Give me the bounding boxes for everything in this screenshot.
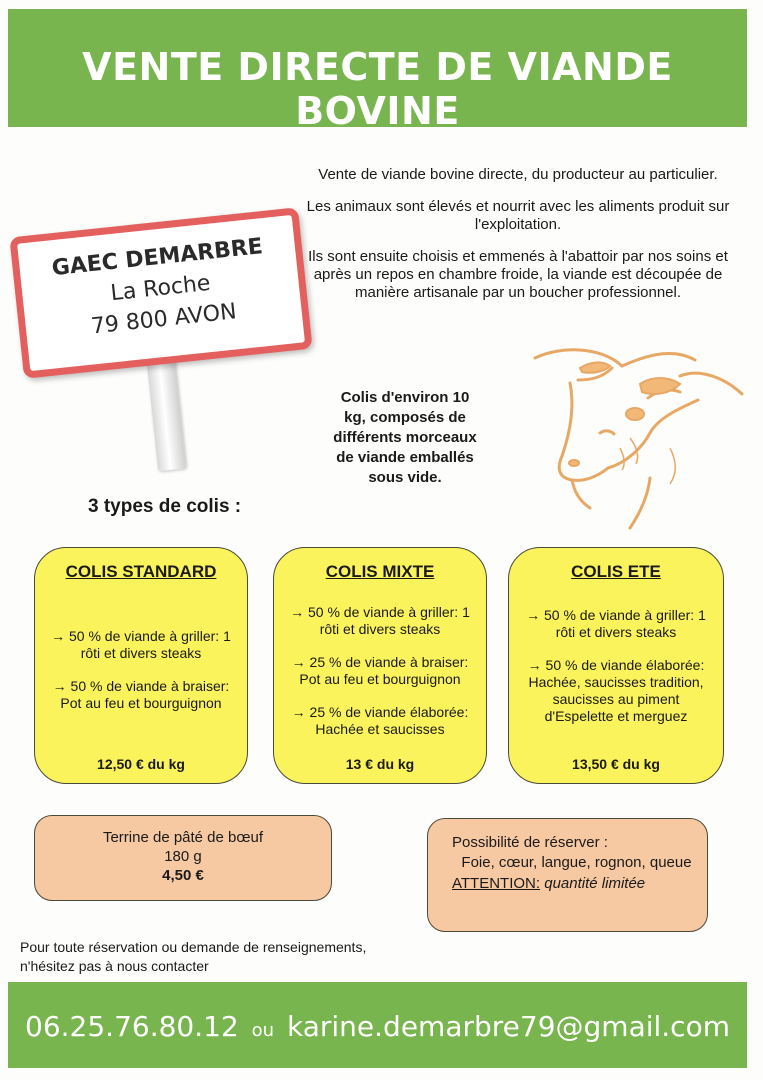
terrine-weight: 180 g <box>164 848 202 865</box>
colis-mixte-card <box>273 547 487 784</box>
attention-label: ATTENTION: <box>452 875 541 892</box>
reservation-card <box>427 818 708 932</box>
card-item: → 25 % de viande élaborée: Hachée et saucisses <box>291 704 469 737</box>
card-item: → 50 % de viande à griller: 1 rôti et divers steaks <box>51 628 231 661</box>
types-heading: 3 types de colis : <box>88 496 242 517</box>
card-title: COLIS ETE <box>571 562 661 581</box>
colis-description: Colis d'environ 10 kg, composés de différents morceaux de viande emballés sous vide. <box>333 389 477 486</box>
page-title: VENTE DIRECTE DE VIANDE BOVINE <box>82 45 673 133</box>
card-item: → 50 % de viande élaborée: Hachée, saucisses tradition, saucisses au piment d'Espelette et merguez <box>527 657 705 724</box>
footer-banner <box>8 982 747 1068</box>
card-price: 13 € du kg <box>345 756 415 772</box>
colis-ete-card <box>508 547 724 784</box>
card-title: COLIS STANDARD <box>65 562 217 581</box>
colis-standard-card <box>34 547 248 784</box>
email-address[interactable]: karine.demarbre79@gmail.com <box>287 1010 730 1043</box>
cow-head-icon <box>530 338 745 538</box>
reserve-warning <box>452 874 707 893</box>
intro-text <box>292 166 744 316</box>
sign-farm-name: GAEC DEMARBRE <box>50 234 264 282</box>
card-price: 13,50 € du kg <box>572 756 660 772</box>
reserve-heading: Possibilité de réserver : <box>452 834 608 851</box>
contact-line <box>8 1010 747 1043</box>
limited-label: quantité limitée <box>544 875 646 892</box>
terrine-price: 4,50 € <box>162 867 204 884</box>
card-price: 12,50 € du kg <box>97 756 185 772</box>
card-item: → 25 % de viande à braiser: Pot au feu et bourguignon <box>291 654 469 687</box>
sign-postcode: 79 800 AVON <box>89 299 238 340</box>
card-item: → 50 % de viande à griller: 1 rôti et divers steaks <box>290 604 470 637</box>
intro-paragraph-2: Les animaux sont élevés et nourrit avec les aliments produit sur l'exploitation. <box>306 198 730 233</box>
sign-post <box>146 351 186 471</box>
card-item: → 50 % de viande à braiser: Pot au feu et bourguignon <box>52 678 230 711</box>
intro-paragraph-3: Ils sont ensuite choisis et emmenés à l'abattoir par nos soins et après un repos en chambre froide, la viande est découpée de manière artisanale par un boucher professionnel. <box>308 248 728 301</box>
terrine-name: Terrine de pâté de bœuf <box>102 829 264 846</box>
or-text: ou <box>251 1020 275 1041</box>
sign-place: La Roche <box>109 270 212 307</box>
header-banner <box>8 9 747 133</box>
phone-number[interactable]: 06.25.76.80.12 <box>25 1010 239 1043</box>
town-sign <box>9 207 312 379</box>
card-title: COLIS MIXTE <box>325 562 435 581</box>
intro-paragraph-1: Vente de viande bovine directe, du producteur au particulier. <box>318 166 718 183</box>
reserve-items: Foie, cœur, langue, rognon, queue <box>461 854 692 871</box>
terrine-card <box>34 815 332 901</box>
card-item: → 50 % de viande à griller: 1 rôti et divers steaks <box>526 607 706 640</box>
contact-text: Pour toute réservation ou demande de renseignements, n'hésitez pas à nous contacter <box>20 939 367 974</box>
